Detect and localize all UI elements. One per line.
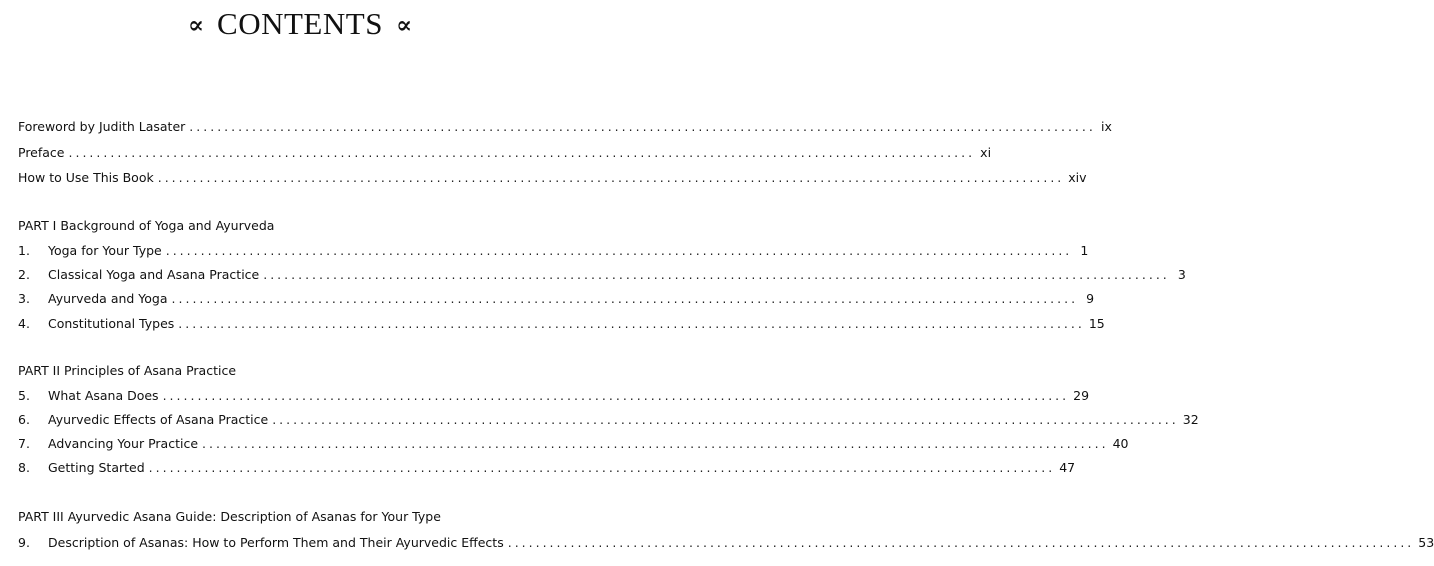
toc-chapter-9[interactable] [18, 534, 1434, 552]
dot-leader: .................................................................................................................................. [202, 436, 1109, 451]
dot-leader: .................................................................................................................................. [507, 535, 1415, 550]
toc-entry-page: 53 [1418, 535, 1434, 550]
dot-leader: .................................................................................................................................. [148, 460, 1056, 475]
toc-chapter-8[interactable] [18, 459, 1076, 477]
toc-chapter-6[interactable] [18, 411, 1199, 429]
toc-chapter-3[interactable] [18, 290, 1095, 308]
chapter-number: 1. [18, 243, 30, 258]
toc-chapter-2[interactable] [18, 266, 1186, 284]
toc-chapter-1[interactable] [18, 242, 1089, 260]
chapter-number: 8. [18, 460, 30, 475]
toc-entry-label: Advancing Your Practice [48, 436, 199, 451]
part-heading-2: PART II Principles of Asana Practice [18, 363, 237, 378]
toc-chapter-4[interactable] [18, 315, 1105, 333]
toc-entry-label: Ayurveda and Yoga [48, 291, 168, 306]
contents-heading [0, 6, 600, 46]
toc-entry-page: 47 [1059, 460, 1076, 475]
toc-entry-page: ix [1100, 119, 1112, 134]
toc-entry-page: 1 [1080, 243, 1089, 258]
chapter-number: 5. [18, 388, 30, 403]
right-ornament-icon: ∝ [396, 9, 413, 39]
toc-entry-page: 3 [1177, 267, 1186, 282]
part-heading-3: PART III Ayurvedic Asana Guide: Description of Asanas for Your Type [18, 509, 441, 524]
toc-entry-preface[interactable] [18, 144, 992, 162]
toc-entry-page: xiv [1068, 170, 1087, 185]
page-title: CONTENTS [217, 6, 383, 41]
toc-entry-label: What Asana Does [48, 388, 159, 403]
chapter-number: 4. [18, 316, 30, 331]
dot-leader: .................................................................................................................................. [189, 119, 1096, 134]
chapter-number: 6. [18, 412, 30, 427]
toc-chapter-5[interactable] [18, 387, 1090, 405]
toc-chapter-7[interactable] [18, 435, 1129, 453]
chapter-number: 7. [18, 436, 30, 451]
chapter-number: 9. [18, 535, 30, 550]
toc-entry-label: Constitutional Types [48, 316, 175, 331]
toc-entry-label: Description of Asanas: How to Perform Them and Their Ayurvedic Effects [48, 535, 504, 550]
toc-entry-page: xi [980, 145, 992, 160]
toc-entry-label: How to Use This Book [18, 170, 154, 185]
toc-entry-label: Foreword by Judith Lasater [18, 119, 186, 134]
dot-leader: .................................................................................................................................. [165, 243, 1073, 258]
part-heading-1: PART I Background of Yoga and Ayurveda [18, 218, 275, 233]
chapter-number: 2. [18, 267, 30, 282]
toc-entry-label: Classical Yoga and Asana Practice [48, 267, 260, 282]
dot-leader: .................................................................................................................................. [263, 267, 1170, 282]
toc-entry-foreword[interactable] [18, 118, 1112, 136]
toc-entry-label: Ayurvedic Effects of Asana Practice [48, 412, 269, 427]
dot-leader: .................................................................................................................................. [157, 170, 1065, 185]
dot-leader: .................................................................................................................................. [68, 145, 976, 160]
dot-leader: .................................................................................................................................. [162, 388, 1070, 403]
dot-leader: .................................................................................................................................. [178, 316, 1085, 331]
toc-entry-page: 15 [1088, 316, 1105, 331]
left-ornament-icon: ∝ [187, 9, 204, 39]
dot-leader: .................................................................................................................................. [272, 412, 1179, 427]
toc-entry-page: 32 [1182, 412, 1199, 427]
toc-entry-page: 29 [1073, 388, 1090, 403]
toc-entry-page: 40 [1112, 436, 1129, 451]
toc-entry-page: 9 [1086, 291, 1095, 306]
toc-entry-how-to-use[interactable] [18, 169, 1087, 187]
chapter-number: 3. [18, 291, 30, 306]
dot-leader: .................................................................................................................................. [171, 291, 1079, 306]
toc-entry-label: Yoga for Your Type [48, 243, 162, 258]
toc-entry-label: Getting Started [48, 460, 145, 475]
toc-entry-label: Preface [18, 145, 65, 160]
